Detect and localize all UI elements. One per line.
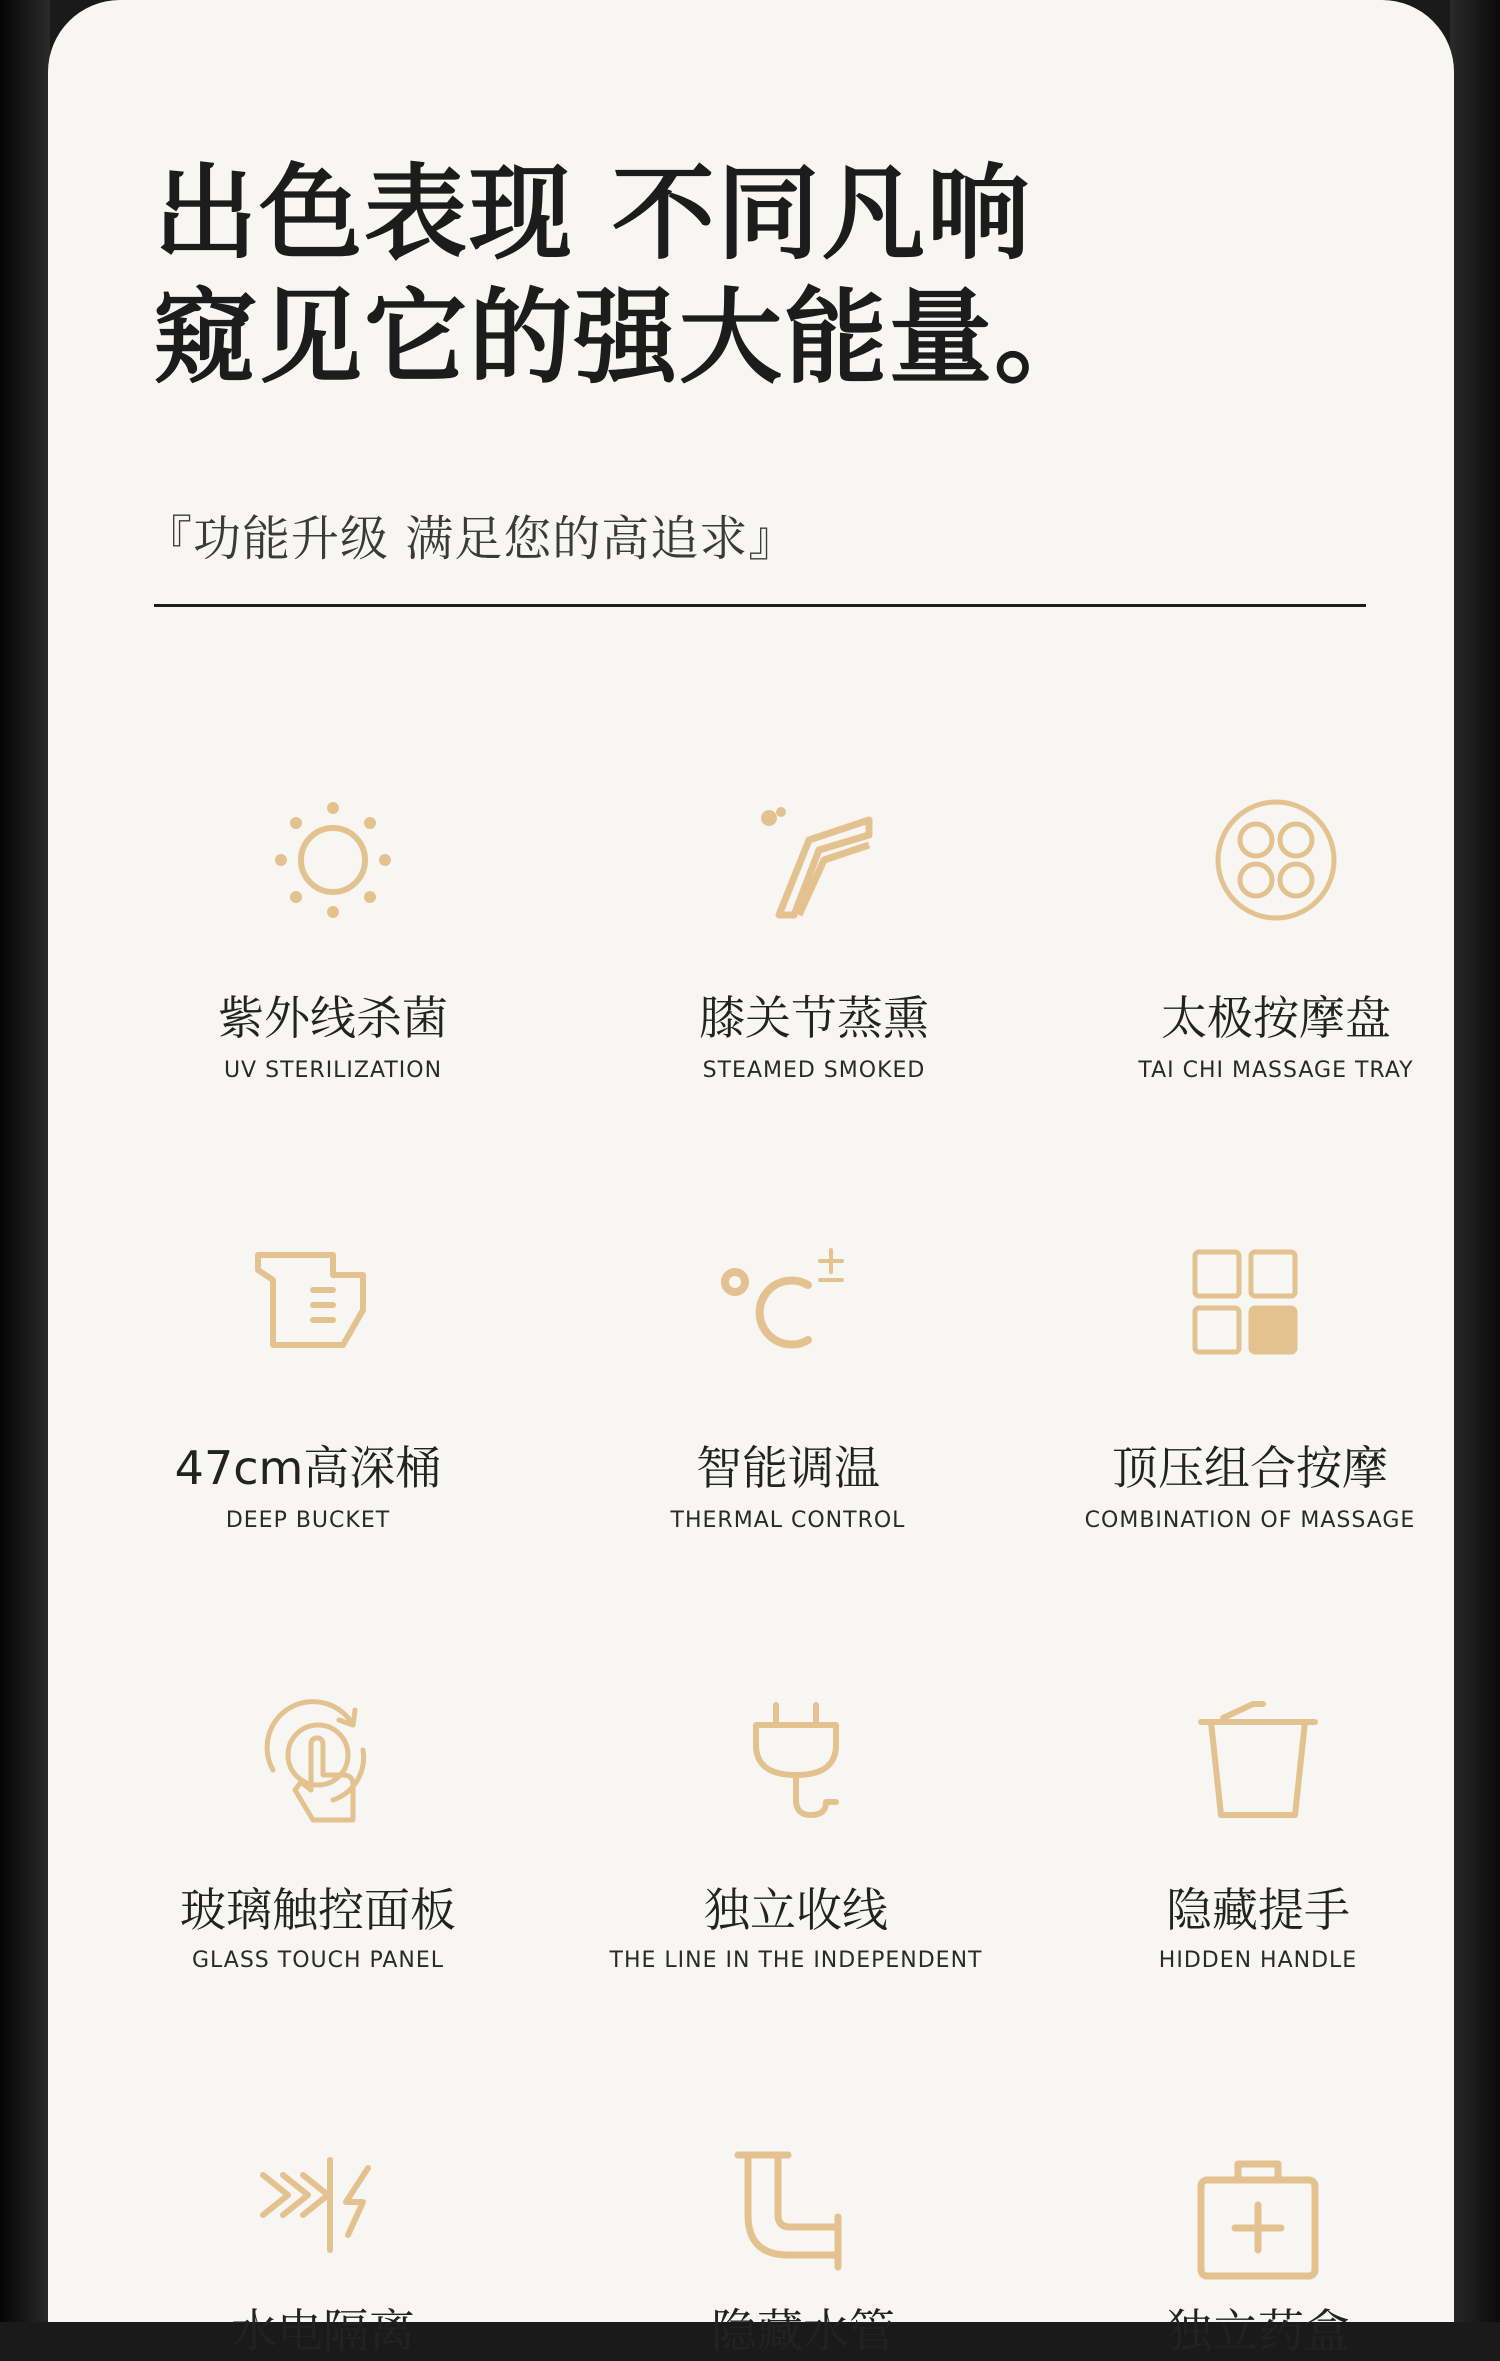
right-frame [1450, 0, 1500, 2322]
feature-card [48, 0, 1454, 2358]
divider [154, 604, 1366, 607]
bucket-icon [1183, 1690, 1333, 1840]
feature-subtitle: HIDDEN HANDLE [1158, 1948, 1358, 1973]
sun-icon [258, 790, 408, 940]
feature-title: 玻璃触控面板 [180, 1883, 456, 1937]
feature-title: 太极按摩盘 [1161, 991, 1391, 1045]
left-frame [0, 0, 50, 2322]
feature-subtitle: GLASS TOUCH PANEL [191, 1948, 445, 1973]
feature-title: 智能调温 [696, 1441, 880, 1495]
celsius-icon [713, 1240, 863, 1390]
touch-icon [243, 1690, 393, 1840]
subtitle: 『功能升级 满足您的高追求』 [144, 511, 798, 567]
feature-title: 顶压组合按摩 [1112, 1441, 1388, 1495]
plug-icon [721, 1690, 871, 1840]
feature-title: 水电隔离 [231, 2304, 415, 2358]
grid-icon [1175, 1240, 1325, 1390]
knee-joint-icon [739, 790, 889, 940]
medicine-box-icon [1183, 2150, 1333, 2300]
pipe-icon [728, 2145, 878, 2295]
massage-tray-icon [1201, 790, 1351, 940]
feature-title: 独立收线 [704, 1883, 888, 1937]
feature-title: 膝关节蒸熏 [699, 991, 929, 1045]
headline [154, 152, 1099, 400]
water-electric-icon [248, 2150, 398, 2300]
feature-title: 隐藏水管 [711, 2304, 895, 2358]
feature-subtitle: DEEP BUCKET [225, 1508, 391, 1533]
feature-title: 47cm高深桶 [174, 1441, 442, 1495]
feature-title: 隐藏提手 [1166, 1883, 1350, 1937]
feature-title: 独立药盒 [1166, 2304, 1350, 2358]
feature-subtitle: THERMAL CONTROL [670, 1508, 906, 1533]
measuring-cup-icon [233, 1240, 383, 1390]
feature-subtitle: UV STERILIZATION [223, 1058, 443, 1083]
feature-subtitle: TAI CHI MASSAGE TRAY [1138, 1058, 1414, 1083]
feature-title: 紫外线杀菌 [218, 991, 448, 1045]
feature-subtitle: STEAMED SMOKED [702, 1058, 926, 1083]
feature-subtitle: THE LINE IN THE INDEPENDENT [609, 1948, 983, 1973]
headline-line-2: 窥见它的强大能量。 [154, 278, 1099, 398]
headline-line-1: 出色表现 不同凡响 [154, 154, 1032, 274]
feature-subtitle: COMBINATION OF MASSAGE [1084, 1508, 1416, 1533]
